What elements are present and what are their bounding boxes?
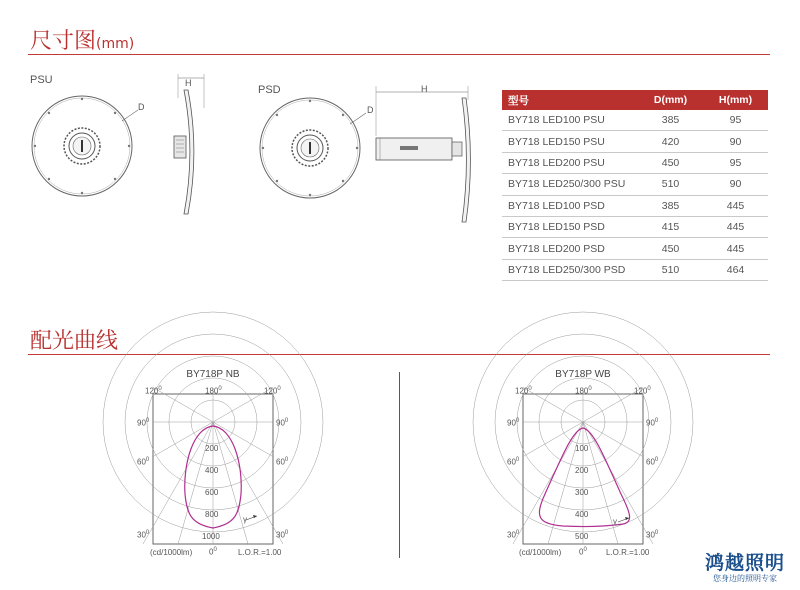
wb-lor-label: L.O.R.=1.00 xyxy=(606,548,650,557)
table-row xyxy=(502,131,768,152)
wb-angle-mid-right: $90^0$ xyxy=(646,418,659,428)
cell-height: 95 xyxy=(703,110,768,131)
psd-h-label: H xyxy=(421,84,428,94)
cell-model: BY718 LED150 PSD xyxy=(502,216,638,237)
wb-angle-top-left: $120^0$ xyxy=(515,386,532,396)
cell-diameter: 510 xyxy=(638,174,703,195)
brand-logo-tagline: 您身边的照明专家 xyxy=(713,574,777,583)
psd-side-drawing xyxy=(370,80,480,230)
cell-model: BY718 LED200 PSU xyxy=(502,152,638,173)
cell-height: 445 xyxy=(703,238,768,259)
dimension-section-rule xyxy=(28,54,770,55)
cell-diameter: 420 xyxy=(638,131,703,152)
wb-angle-low-left: $60^0$ xyxy=(507,457,520,467)
cell-model: BY718 LED200 PSD xyxy=(502,238,638,259)
table-row xyxy=(502,110,768,131)
table-row xyxy=(502,216,768,237)
nb-angle-mid-right: $90^0$ xyxy=(276,418,289,428)
cell-diameter: 385 xyxy=(638,195,703,216)
header-model: 型号 xyxy=(502,90,638,110)
header-height: H(mm) xyxy=(703,90,768,110)
cell-diameter: 450 xyxy=(638,152,703,173)
psd-label: PSD xyxy=(258,84,281,96)
wb-gamma-label: γ xyxy=(613,517,617,526)
cell-height: 445 xyxy=(703,195,768,216)
wb-ring-label: 100 xyxy=(575,444,589,453)
dimension-unit-text: (mm) xyxy=(96,36,135,52)
wb-ring-label: 300 xyxy=(575,488,589,497)
polar-wb-title: BY718P WB xyxy=(555,369,611,380)
table-row xyxy=(502,152,768,173)
nb-angle-top-center: $180^0$ xyxy=(205,386,222,396)
psu-label: PSU xyxy=(30,74,53,86)
brand-logo-main: 鸿越照明 xyxy=(704,552,785,574)
nb-lor-label: L.O.R.=1.00 xyxy=(238,548,282,557)
cell-height: 90 xyxy=(703,131,768,152)
table-row xyxy=(502,259,768,280)
nb-unit-label: (cd/1000lm) xyxy=(150,548,193,557)
polar-nb-title: BY718P NB xyxy=(186,369,240,380)
polar-divider xyxy=(399,372,400,558)
wb-angle-bot-right: $30^0$ xyxy=(646,530,659,540)
nb-angle-top-left: $120^0$ xyxy=(145,386,162,396)
cell-diameter: 510 xyxy=(638,259,703,280)
wb-angle-top-right: $120^0$ xyxy=(634,386,651,396)
nb-ring-label: 200 xyxy=(205,444,219,453)
nb-ring-label: 1000 xyxy=(202,532,220,541)
cell-model: BY718 LED100 PSU xyxy=(502,110,638,131)
psu-h-label: H xyxy=(185,78,192,88)
cell-model: BY718 LED250/300 PSD xyxy=(502,259,638,280)
cell-height: 90 xyxy=(703,174,768,195)
wb-ring-label: 400 xyxy=(575,510,589,519)
cell-model: BY718 LED100 PSD xyxy=(502,195,638,216)
spec-table-header xyxy=(502,90,768,110)
wb-angle-low-right: $60^0$ xyxy=(646,457,659,467)
distribution-section-title: 配光曲线 xyxy=(30,329,119,354)
psd-front-drawing xyxy=(250,88,370,208)
cell-height: 445 xyxy=(703,216,768,237)
wb-angle-mid-left: $90^0$ xyxy=(507,418,520,428)
cell-diameter: 385 xyxy=(638,110,703,131)
wb-angle-top-center: $180^0$ xyxy=(575,386,592,396)
nb-angle-bot-center: $0^0$ xyxy=(209,547,217,557)
wb-ring-label: 200 xyxy=(575,466,589,475)
nb-ring-label: 600 xyxy=(205,488,219,497)
cell-height: 464 xyxy=(703,259,768,280)
dimension-section-title xyxy=(30,24,134,55)
psu-front-drawing xyxy=(22,86,142,206)
header-diameter: D(mm) xyxy=(638,90,703,110)
brand-logo xyxy=(690,553,800,584)
wb-angle-bot-left: $30^0$ xyxy=(507,530,520,540)
wb-unit-label: (cd/1000lm) xyxy=(519,548,562,557)
psd-d-label: D xyxy=(367,105,374,115)
table-row xyxy=(502,174,768,195)
wb-ring-label: 500 xyxy=(575,532,589,541)
nb-gamma-label: γ xyxy=(243,515,247,524)
nb-ring-label: 400 xyxy=(205,466,219,475)
table-row xyxy=(502,238,768,259)
cell-model: BY718 LED150 PSU xyxy=(502,131,638,152)
cell-diameter: 415 xyxy=(638,216,703,237)
nb-angle-mid-left: $90^0$ xyxy=(137,418,150,428)
psu-side-drawing xyxy=(168,72,218,222)
table-row xyxy=(502,195,768,216)
dimension-title-text: 尺寸图 xyxy=(30,29,97,54)
cell-height: 95 xyxy=(703,152,768,173)
nb-angle-low-left: $60^0$ xyxy=(137,457,150,467)
nb-ring-label: 800 xyxy=(205,510,219,519)
nb-angle-low-right: $60^0$ xyxy=(276,457,289,467)
nb-angle-top-right: $120^0$ xyxy=(264,386,281,396)
distribution-section-rule xyxy=(28,354,770,355)
psu-d-label: D xyxy=(138,102,145,112)
cell-diameter: 450 xyxy=(638,238,703,259)
nb-angle-bot-right: $30^0$ xyxy=(276,530,289,540)
spec-table xyxy=(502,90,768,281)
cell-model: BY718 LED250/300 PSU xyxy=(502,174,638,195)
wb-angle-bot-center: $0^0$ xyxy=(579,547,587,557)
nb-angle-bot-left: $30^0$ xyxy=(137,530,150,540)
